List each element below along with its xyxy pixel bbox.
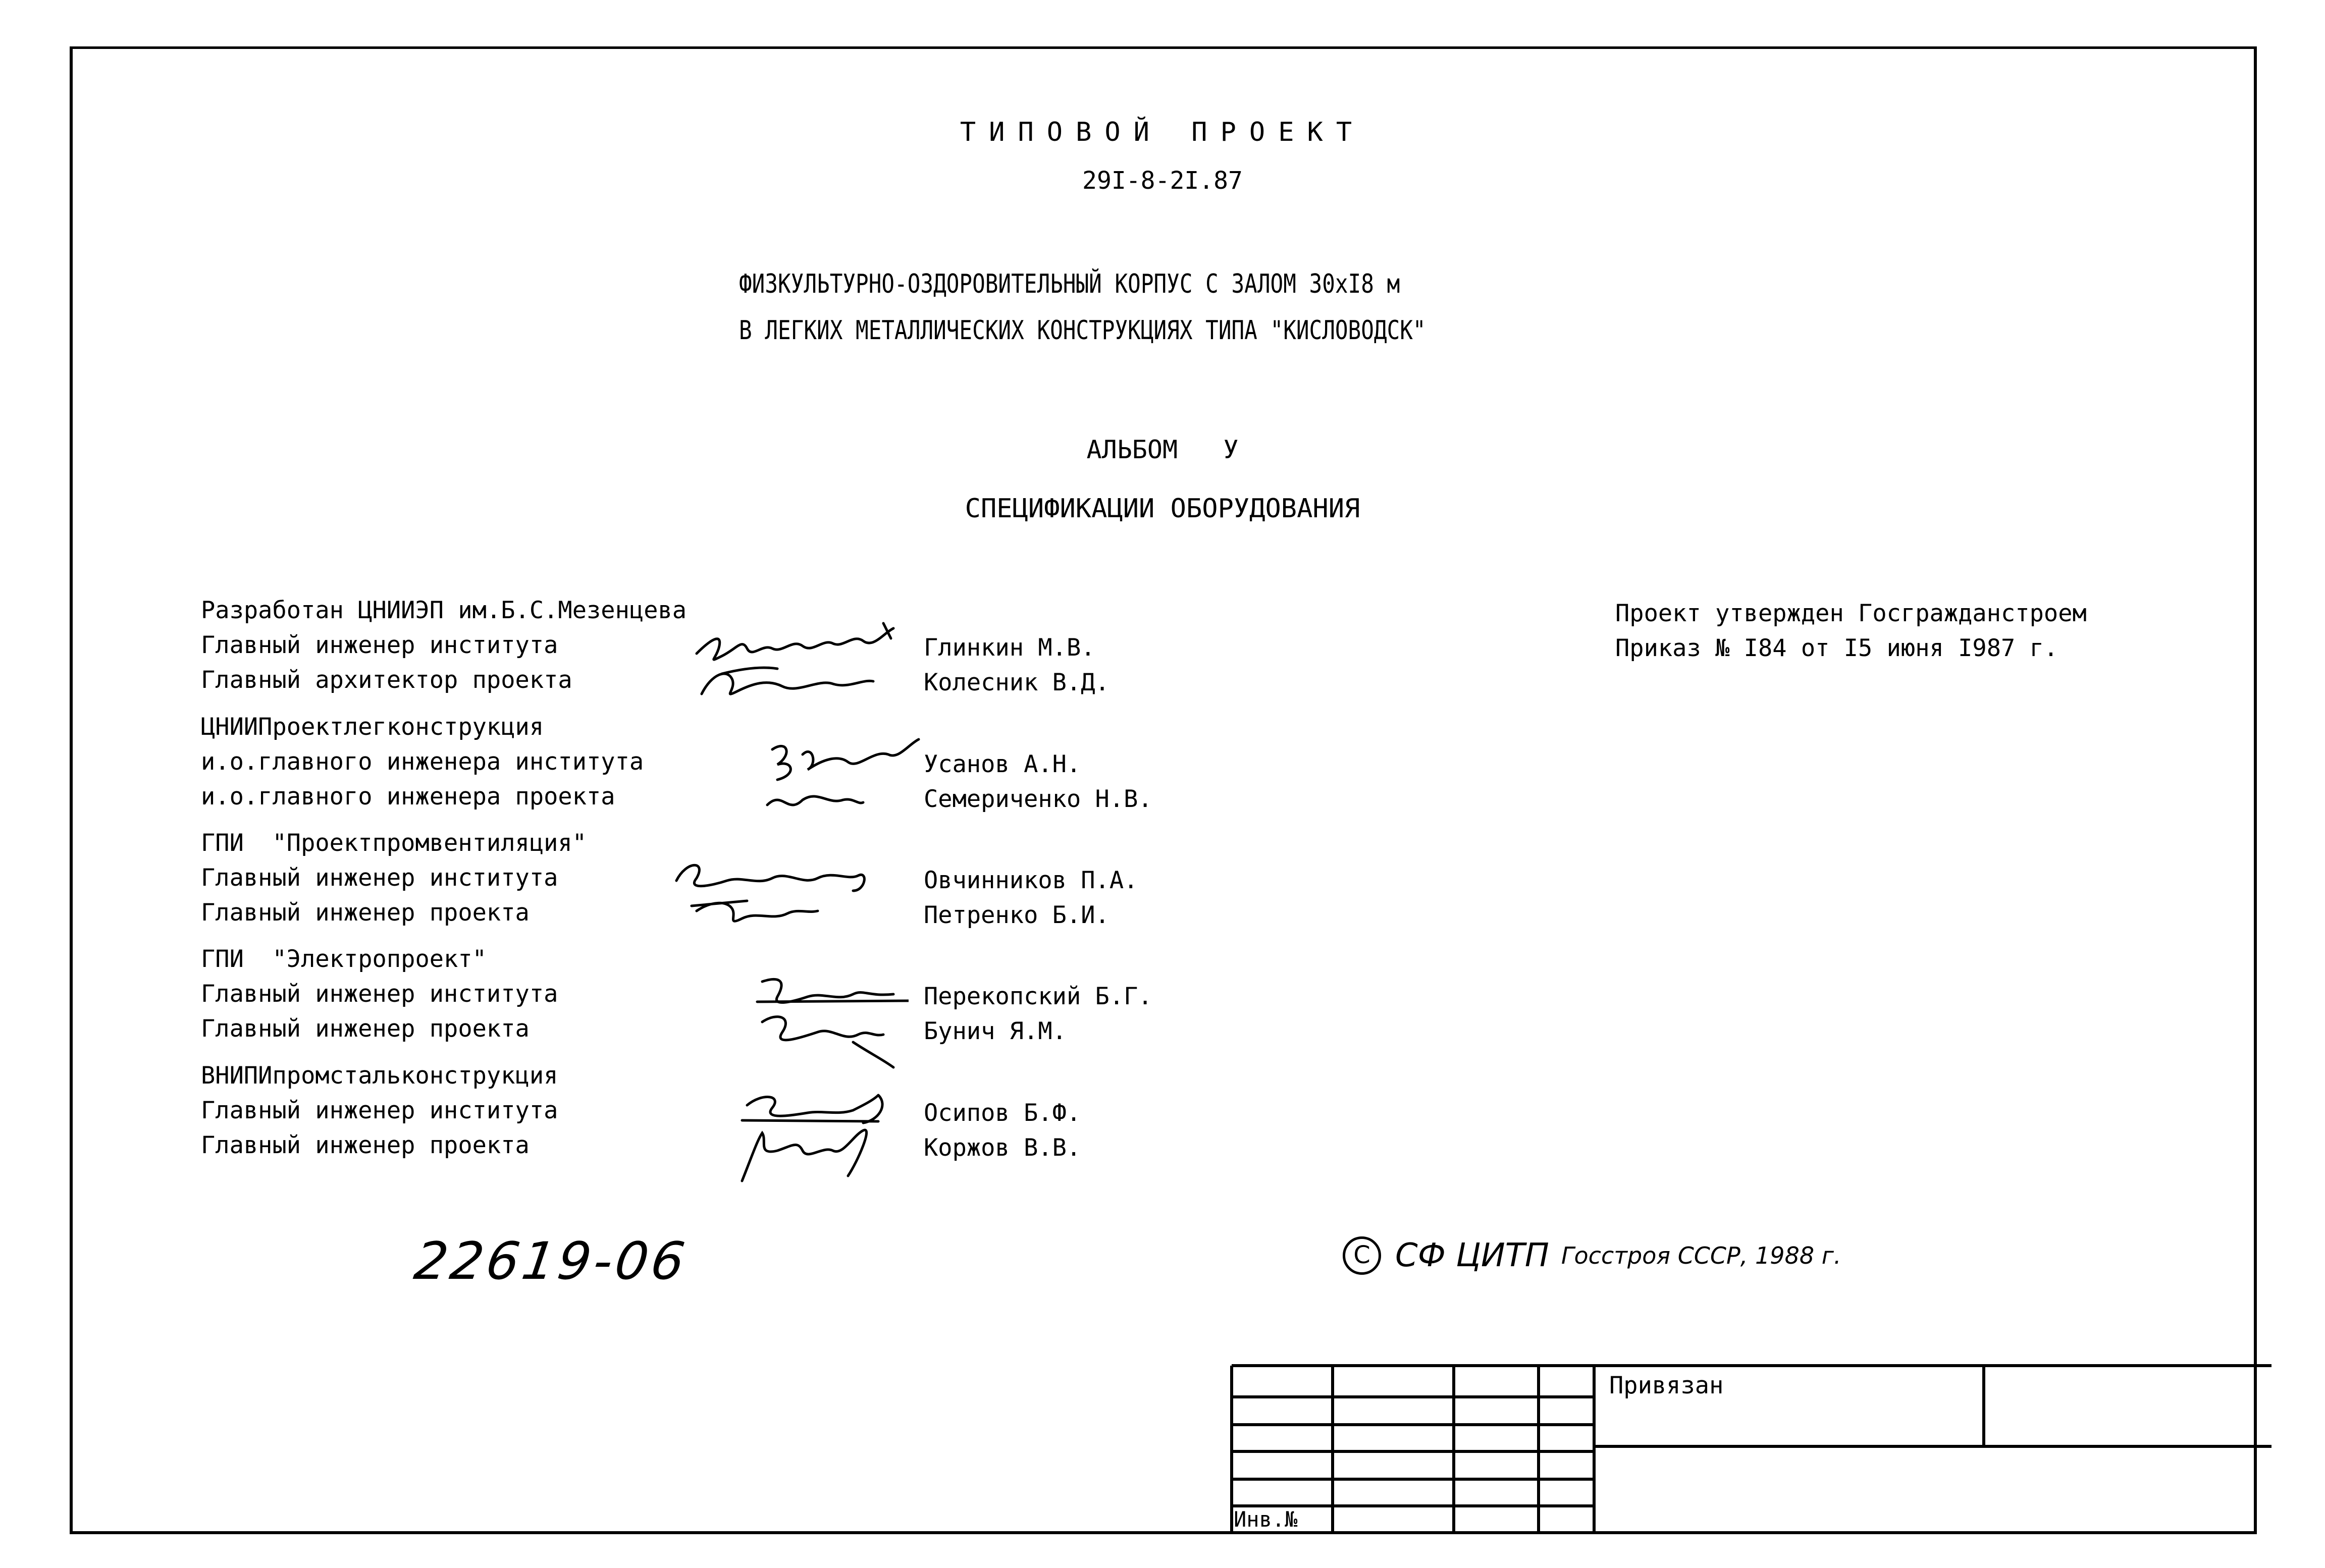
signatory-name: Глинкин М.В.	[924, 634, 1095, 662]
signatory-name: Усанов А.Н.	[924, 750, 1081, 778]
developer-line: Разработан ЦНИИЭП им.Б.С.Мезенцева	[201, 597, 687, 624]
album-title: АЛЬБОМ У	[1086, 435, 1239, 464]
copyright-notice	[1343, 1236, 1841, 1275]
approval-line-2: Приказ № I84 от I5 июня I987 г.	[1615, 634, 2058, 662]
signatory-name: Перекопский Б.Г.	[924, 983, 1152, 1010]
signatory-name: Колесник В.Д.	[924, 669, 1109, 696]
signatory-name: Семериченко Н.В.	[924, 785, 1152, 813]
document-type-title: ТИПОВОЙ ПРОЕКТ	[960, 117, 1365, 147]
developer-line: Главный инженер института	[201, 1097, 558, 1124]
developer-line: Главный инженер проекта	[201, 1131, 530, 1159]
signatory-name: Овчинников П.А.	[924, 867, 1138, 894]
album-subject: СПЕЦИФИКАЦИИ ОБОРУДОВАНИЯ	[965, 494, 1360, 524]
copyright-details: Госстроя СССР, 1988 г.	[1561, 1242, 1841, 1269]
signatory-name: Осипов Б.Ф.	[924, 1099, 1081, 1127]
signature-image	[742, 966, 909, 1072]
signature-image	[692, 618, 904, 704]
approval-line-1: Проект утвержден Госгражданстроем	[1615, 600, 2087, 627]
archive-number: 22619-06	[410, 1231, 692, 1291]
project-subtitle-line-2: В ЛЕГКИХ МЕТАЛЛИЧЕСКИХ КОНСТРУКЦИЯХ ТИПА "КИСЛОВОДСК"	[739, 315, 1426, 346]
signatory-name: Коржов В.В.	[924, 1134, 1081, 1162]
developer-line: и.о.главного инженера проекта	[201, 783, 615, 810]
project-number: 29I-8-2I.87	[1082, 167, 1243, 195]
copyright-icon: C	[1343, 1236, 1381, 1275]
developer-line: ЦНИИПроектлегконструкция	[201, 713, 544, 741]
developer-line: Главный инженер проекта	[201, 1015, 530, 1043]
developer-line: Главный инженер института	[201, 631, 558, 659]
developer-line: и.о.главного инженера института	[201, 748, 644, 776]
signature-image	[757, 734, 924, 820]
developer-line: Главный инженер института	[201, 980, 558, 1008]
developer-line: ВНИПИпромстальконструкция	[201, 1062, 558, 1090]
signature-image	[666, 850, 878, 931]
signatory-name: Петренко Б.И.	[924, 901, 1109, 929]
signatory-name: Бунич Я.М.	[924, 1017, 1067, 1045]
inventory-number-label: Инв.№	[1234, 1507, 1298, 1532]
signature-image	[727, 1085, 893, 1186]
project-subtitle-line-1: ФИЗКУЛЬТУРНО-ОЗДОРОВИТЕЛЬНЫЙ КОРПУС С ЗАЛОМ 30хI8 м	[739, 269, 1400, 299]
developer-line: ГПИ "Электропроект"	[201, 945, 487, 973]
bound-label: Привязан	[1609, 1372, 1724, 1399]
copyright-org: СФ ЦИТП	[1395, 1237, 1549, 1274]
developer-line: Главный инженер проекта	[201, 899, 530, 927]
developer-line: Главный инженер института	[201, 864, 558, 892]
developer-line: Главный архитектор проекта	[201, 666, 572, 694]
developer-line: ГПИ "Проектпромвентиляция"	[201, 829, 587, 857]
